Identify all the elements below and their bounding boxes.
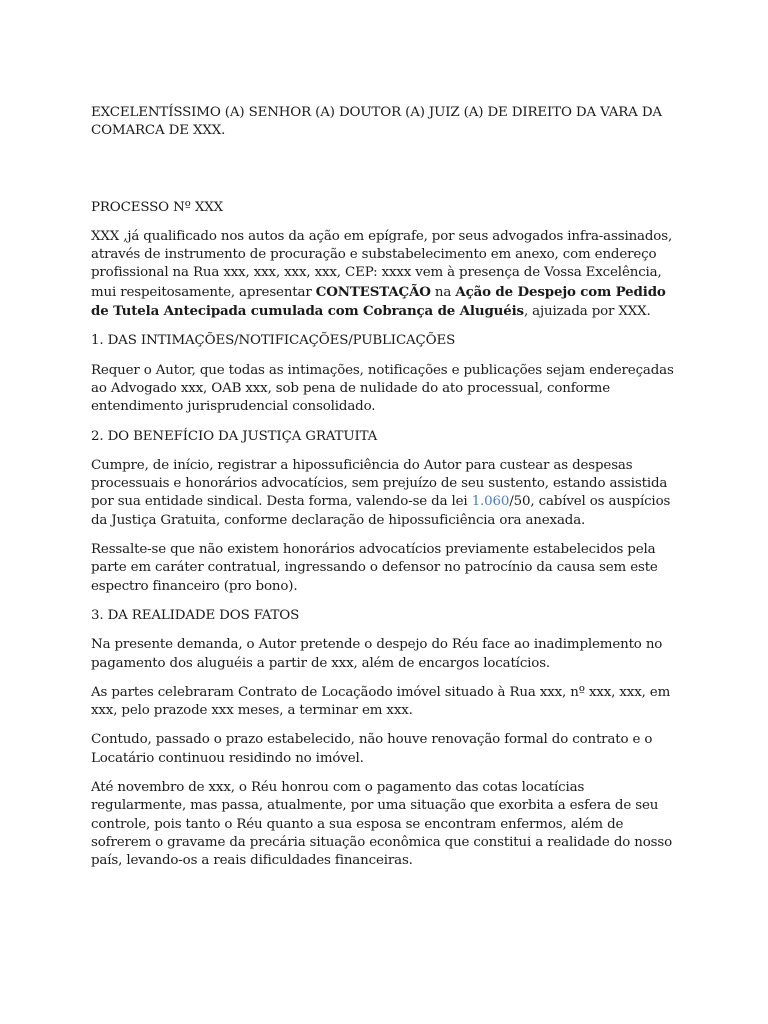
addressee-heading: EXCELENTÍSSIMO (A) SENHOR (A) DOUTOR (A) JUIZ (A) DE DIREITO DA VARA DA COMARCA DE XXX. [91,105,662,139]
intro-bold-action: Ação de Despejo com Pedido de Tutela Antecipada cumulada com Cobrança de Aluguéis [91,283,666,320]
section-3-paragraph-2: As partes celebraram Contrato de Locaçãodo imóvel situado à Rua xxx, nº xxx, xxx, em xxx, pelo prazode xxx meses, a terminar em xxx. [91,684,671,719]
document-page [91,104,683,882]
section-3-heading: 3. DA REALIDADE DOS FATOS [91,607,300,623]
process-number: PROCESSO Nº XXX [91,199,224,215]
intro-paragraph [91,228,683,321]
section-3-paragraph-4: Até novembro de xxx, o Réu honrou com o pagamento das cotas locatícias regularmente, mas passa, atualmente, por uma situação que exorbita a esfera de seu controle, pois tanto o Réu quanto a sua esposa se encontram enfermos, além de sofrerem o gravame da precária situação econômica que constitui a realidade do nosso país, levando-os a reais dificuldades financeiras. [91,780,672,869]
intro-bold-contestacao: CONTESTAÇÃO [315,283,431,300]
law-link[interactable]: 1.060 [471,494,510,510]
intro-text-1: XXX ,já qualificado nos autos da ação em epígrafe, por seus advogados infra-assinados, através de instrumento de procuração e substabelecimento em anexo, com endereço profissional na Rua xxx, xxx, xxx, xxx, CEP: xxxx vem à presença de Vossa Excelência, mui respeitosamente, apresentar [91,228,673,300]
section-1-heading: 1. DAS INTIMAÇÕES/NOTIFICAÇÕES/PUBLICAÇÕES [91,333,456,349]
section-2-paragraph-2: Ressalte-se que não existem honorários advocatícios previamente estabelecidos pela parte em caráter contratual, ingressando o defensor no patrocínio da causa sem este espectro financeiro (pro bono). [91,542,658,594]
section-3-paragraph-1: Na presente demanda, o Autor pretende o despejo do Réu face ao inadimplemento no pagamento dos aluguéis a partir de xxx, além de encargos locatícios. [91,637,663,671]
section-3-paragraph-3: Contudo, passado o prazo estabelecido, não houve renovação formal do contrato e o Locatário continuou residindo no imóvel. [91,732,653,766]
section-2-paragraph-1 [91,457,683,530]
section-2-p1-after: /50, cabível os auspícios da Justiça Gratuita, conforme declaração de hipossuficiência ora anexada. [91,494,671,528]
intro-text-2: na [430,284,456,300]
section-1-paragraph: Requer o Autor, que todas as intimações, notificações e publicações sejam endereçadas ao Advogado xxx, OAB xxx, sob pena de nulidade do ato processual, conforme entendimento jurisprudencial consolidado. [91,362,674,415]
section-2-p1-before: Cumpre, de início, registrar a hipossuficiência do Autor para custear as despesas processuais e honorários advocatícios, sem prejuízo de seu sustento, estando assistida por sua entidade sindical. Desta forma, valendo-se da lei [91,457,668,510]
intro-text-3: , ajuizada por XXX. [523,304,651,320]
section-2-heading: 2. DO BENEFÍCIO DA JUSTIÇA GRATUITA [91,428,378,444]
